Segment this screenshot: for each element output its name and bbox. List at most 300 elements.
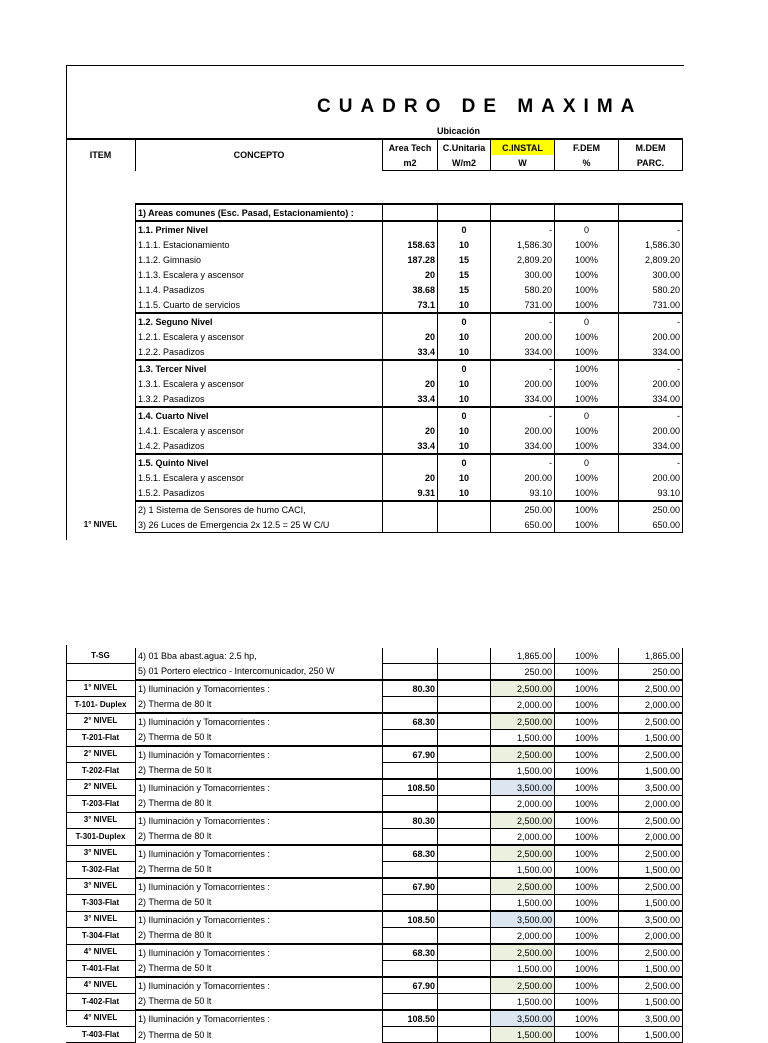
demand-factor-cell: 100%: [555, 977, 619, 994]
area-cell: [383, 862, 438, 879]
unit-load-cell: 10: [438, 344, 491, 360]
concept-cell: 2) Therma de 50 lt: [136, 730, 383, 747]
unit-load-cell: 10: [438, 237, 491, 252]
table-row: [66, 282, 683, 297]
table-row: [66, 878, 683, 895]
max-demand-cell: 2,500.00: [619, 944, 683, 961]
demand-factor-cell: 100%: [555, 376, 619, 391]
concept-cell: 2) Therma de 50 lt: [136, 862, 383, 879]
concept-cell: 1.2.2. Pasadizos: [136, 344, 383, 360]
unit-load-cell: [438, 829, 491, 846]
max-demand-cell: -: [619, 454, 683, 470]
area-cell: [383, 517, 438, 533]
max-demand-cell: 1,500.00: [619, 1027, 683, 1043]
table-row: [66, 977, 683, 994]
table-row: [66, 454, 683, 470]
unit-load-cell: [438, 812, 491, 829]
area-cell: 33.4: [383, 391, 438, 407]
unit-load-cell: [438, 713, 491, 730]
header-cinstal: C.INSTAL: [491, 139, 555, 155]
max-demand-cell: 250.00: [619, 501, 683, 517]
concept-cell: 3) 26 Luces de Emergencia 2x 12.5 = 25 W C/U: [136, 517, 383, 533]
area-cell: 20: [383, 267, 438, 282]
area-cell: [383, 664, 438, 681]
concept-cell: 1) Iluminación y Tomacorrientes :: [136, 845, 383, 862]
area-cell: 68.30: [383, 944, 438, 961]
demand-factor-cell: [555, 204, 619, 221]
installed-load-cell: 1,500.00: [491, 994, 555, 1011]
max-demand-cell: 1,500.00: [619, 994, 683, 1011]
area-cell: [383, 895, 438, 912]
max-demand-cell: 2,500.00: [619, 680, 683, 697]
concept-cell: 2) Therma de 50 lt: [136, 763, 383, 780]
unit-load-cell: 0: [438, 454, 491, 470]
item-cell: [66, 485, 136, 501]
installed-load-cell: 2,500.00: [491, 713, 555, 730]
concept-cell: 1) Iluminación y Tomacorrientes :: [136, 812, 383, 829]
header-row-1: [66, 139, 683, 155]
max-demand-cell: 1,500.00: [619, 895, 683, 912]
max-demand-cell: [619, 204, 683, 221]
header-item: ITEM: [66, 139, 136, 171]
installed-load-cell: 3,500.00: [491, 1010, 555, 1027]
installed-load-cell: 200.00: [491, 423, 555, 438]
unit-load-cell: [438, 730, 491, 747]
area-cell: 20: [383, 329, 438, 344]
concept-cell: 2) Therma de 50 lt: [136, 961, 383, 978]
item-cell: [66, 407, 136, 423]
page-title: CUADRO DE MAXIMA: [317, 96, 643, 117]
table-row: [66, 812, 683, 829]
installed-load-cell: 334.00: [491, 344, 555, 360]
table-row: [66, 944, 683, 961]
concept-cell: 1.5. Quinto Nivel: [136, 454, 383, 470]
table-row: [66, 713, 683, 730]
area-cell: 38.68: [383, 282, 438, 297]
item-cell: T-202-Flat: [66, 763, 136, 780]
max-demand-cell: 1,865.00: [619, 648, 683, 664]
installed-load-cell: [491, 204, 555, 221]
area-cell: [383, 501, 438, 517]
unit-load-cell: [438, 697, 491, 714]
concept-cell: 1) Iluminación y Tomacorrientes :: [136, 746, 383, 763]
installed-load-cell: 3,500.00: [491, 779, 555, 796]
installed-load-cell: -: [491, 407, 555, 423]
area-cell: 33.4: [383, 344, 438, 360]
demand-factor-cell: 100%: [555, 680, 619, 697]
unit-load-cell: [438, 1010, 491, 1027]
installed-load-cell: 334.00: [491, 438, 555, 454]
item-cell: [66, 237, 136, 252]
item-cell: [66, 454, 136, 470]
unit-load-cell: 10: [438, 297, 491, 313]
item-cell: [66, 344, 136, 360]
installed-load-cell: -: [491, 221, 555, 237]
table-row: [66, 407, 683, 423]
demand-factor-cell: 100%: [555, 878, 619, 895]
max-demand-cell: 200.00: [619, 329, 683, 344]
table-row: [66, 517, 683, 533]
demand-factor-cell: 100%: [555, 779, 619, 796]
item-cell: [66, 252, 136, 267]
installed-load-cell: 2,000.00: [491, 697, 555, 714]
installed-load-cell: 200.00: [491, 376, 555, 391]
demand-factor-cell: 100%: [555, 237, 619, 252]
demand-factor-cell: 100%: [555, 485, 619, 501]
max-demand-cell: 200.00: [619, 470, 683, 485]
item-cell: T-301-Duplex: [66, 829, 136, 846]
concept-cell: 1) Iluminación y Tomacorrientes :: [136, 977, 383, 994]
unit-load-cell: 10: [438, 438, 491, 454]
max-demand-cell: 3,500.00: [619, 1010, 683, 1027]
demand-factor-cell: 100%: [555, 1027, 619, 1043]
demand-factor-cell: 100%: [555, 329, 619, 344]
area-cell: [383, 648, 438, 664]
item-cell: 4° NIVEL: [66, 977, 136, 994]
installed-load-cell: 1,500.00: [491, 730, 555, 747]
area-cell: 68.30: [383, 713, 438, 730]
max-demand-cell: 1,500.00: [619, 730, 683, 747]
item-cell: 1° NIVEL: [66, 680, 136, 697]
area-cell: 9.31: [383, 485, 438, 501]
demand-factor-cell: 100%: [555, 438, 619, 454]
installed-load-cell: 1,500.00: [491, 763, 555, 780]
area-cell: [383, 730, 438, 747]
installed-load-cell: 1,865.00: [491, 648, 555, 664]
concept-cell: 1) Iluminación y Tomacorrientes :: [136, 680, 383, 697]
demand-factor-cell: 100%: [555, 664, 619, 681]
max-demand-cell: -: [619, 313, 683, 329]
table-row: [66, 961, 683, 978]
area-cell: 80.30: [383, 680, 438, 697]
item-cell: 4° NIVEL: [66, 944, 136, 961]
max-demand-cell: 580.20: [619, 282, 683, 297]
demand-factor-cell: 100%: [555, 697, 619, 714]
installed-load-cell: -: [491, 313, 555, 329]
header-concepto: CONCEPTO: [136, 139, 383, 171]
demand-factor-cell: 100%: [555, 501, 619, 517]
demand-factor-cell: 0: [555, 454, 619, 470]
table-row: [66, 911, 683, 928]
max-demand-cell: 1,586.30: [619, 237, 683, 252]
unit-load-cell: [438, 994, 491, 1011]
unit-load-cell: 10: [438, 470, 491, 485]
item-cell: [66, 501, 136, 517]
unit-load-cell: [438, 501, 491, 517]
unit-load-cell: [438, 779, 491, 796]
item-cell: 3° NIVEL: [66, 878, 136, 895]
item-cell: [66, 267, 136, 282]
table-row: [66, 1027, 683, 1043]
concept-cell: 1.3. Tercer Nivel: [136, 360, 383, 376]
table-row: [66, 438, 683, 454]
demand-factor-cell: 100%: [555, 746, 619, 763]
max-demand-cell: 300.00: [619, 267, 683, 282]
unit-load-cell: 0: [438, 360, 491, 376]
unit-load-cell: [438, 845, 491, 862]
installed-load-cell: -: [491, 360, 555, 376]
load-table-section-2: [66, 648, 683, 1043]
unit-load-cell: [438, 928, 491, 945]
concept-cell: 1.1.2. Gimnasio: [136, 252, 383, 267]
installed-load-cell: 200.00: [491, 329, 555, 344]
table-row: [66, 730, 683, 747]
unit-load-cell: [438, 204, 491, 221]
concept-cell: 2) Therma de 50 lt: [136, 994, 383, 1011]
item-cell: [66, 221, 136, 237]
demand-factor-cell: 100%: [555, 282, 619, 297]
demand-factor-cell: 100%: [555, 928, 619, 945]
demand-factor-cell: 100%: [555, 829, 619, 846]
max-demand-cell: -: [619, 407, 683, 423]
item-cell: 3° NIVEL: [66, 845, 136, 862]
item-cell: T-101- Duplex: [66, 697, 136, 714]
unit-load-cell: 10: [438, 485, 491, 501]
unit-load-cell: [438, 796, 491, 813]
max-demand-cell: 2,500.00: [619, 746, 683, 763]
header-mdem-unit: PARC.: [619, 155, 683, 171]
table-row: [66, 796, 683, 813]
installed-load-cell: 200.00: [491, 470, 555, 485]
item-cell: [66, 360, 136, 376]
concept-cell: 1.2. Seguno Nivel: [136, 313, 383, 329]
unit-load-cell: [438, 517, 491, 533]
installed-load-cell: 1,586.30: [491, 237, 555, 252]
concept-cell: 1.3.1. Escalera y ascensor: [136, 376, 383, 391]
demand-factor-cell: 100%: [555, 297, 619, 313]
area-cell: 20: [383, 376, 438, 391]
concept-cell: 1) Iluminación y Tomacorrientes :: [136, 911, 383, 928]
table-row: [66, 313, 683, 329]
area-cell: [383, 961, 438, 978]
installed-load-cell: 300.00: [491, 267, 555, 282]
header-fdem-unit: %: [555, 155, 619, 171]
demand-factor-cell: 100%: [555, 994, 619, 1011]
concept-cell: 2) Therma de 50 lt: [136, 895, 383, 912]
unit-load-cell: 15: [438, 282, 491, 297]
table-row: [66, 895, 683, 912]
area-cell: 68.30: [383, 845, 438, 862]
area-cell: [383, 1027, 438, 1043]
installed-load-cell: 3,500.00: [491, 911, 555, 928]
table-row: [66, 763, 683, 780]
concept-cell: 2) Therma de 80 lt: [136, 796, 383, 813]
item-cell: 4° NIVEL: [66, 1010, 136, 1027]
item-cell: [66, 664, 136, 681]
max-demand-cell: 2,500.00: [619, 812, 683, 829]
unit-load-cell: [438, 895, 491, 912]
item-cell: 2° NIVEL: [66, 746, 136, 763]
unit-load-cell: [438, 944, 491, 961]
table-row: [66, 485, 683, 501]
table-row: [66, 664, 683, 681]
max-demand-cell: 250.00: [619, 664, 683, 681]
demand-factor-cell: 100%: [555, 961, 619, 978]
area-cell: [383, 697, 438, 714]
unit-load-cell: [438, 961, 491, 978]
concept-cell: 2) 1 Sistema de Sensores de humo CACI,: [136, 501, 383, 517]
area-cell: 158.63: [383, 237, 438, 252]
header-fdem: F.DEM: [555, 139, 619, 155]
max-demand-cell: 2,500.00: [619, 713, 683, 730]
installed-load-cell: 2,000.00: [491, 796, 555, 813]
installed-load-cell: 250.00: [491, 501, 555, 517]
table-row: [66, 344, 683, 360]
table-row: [66, 360, 683, 376]
demand-factor-cell: 100%: [555, 763, 619, 780]
unit-load-cell: 15: [438, 267, 491, 282]
demand-factor-cell: 100%: [555, 1010, 619, 1027]
concept-cell: 1.2.1. Escalera y ascensor: [136, 329, 383, 344]
installed-load-cell: 2,500.00: [491, 845, 555, 862]
installed-load-cell: 1,500.00: [491, 862, 555, 879]
demand-factor-cell: 100%: [555, 470, 619, 485]
max-demand-cell: 200.00: [619, 376, 683, 391]
installed-load-cell: 250.00: [491, 664, 555, 681]
max-demand-cell: 731.00: [619, 297, 683, 313]
installed-load-cell: 2,500.00: [491, 878, 555, 895]
installed-load-cell: 2,500.00: [491, 944, 555, 961]
max-demand-cell: 334.00: [619, 391, 683, 407]
area-cell: 20: [383, 423, 438, 438]
table-row: [66, 648, 683, 664]
area-cell: 108.50: [383, 1010, 438, 1027]
concept-cell: 1) Iluminación y Tomacorrientes :: [136, 713, 383, 730]
concept-cell: 1.1.4. Pasadizos: [136, 282, 383, 297]
max-demand-cell: 93.10: [619, 485, 683, 501]
installed-load-cell: 2,500.00: [491, 977, 555, 994]
table-row: [66, 928, 683, 945]
table-row: [66, 470, 683, 485]
demand-factor-cell: 100%: [555, 648, 619, 664]
table-row: [66, 329, 683, 344]
max-demand-cell: 3,500.00: [619, 911, 683, 928]
installed-load-cell: 2,500.00: [491, 746, 555, 763]
area-cell: [383, 454, 438, 470]
table-row: [66, 829, 683, 846]
unit-load-cell: [438, 1027, 491, 1043]
max-demand-cell: 1,500.00: [619, 961, 683, 978]
item-cell: T-302-Flat: [66, 862, 136, 879]
area-cell: 73.1: [383, 297, 438, 313]
table-row: [66, 423, 683, 438]
unit-load-cell: 0: [438, 407, 491, 423]
table-row: [66, 204, 683, 221]
area-cell: [383, 994, 438, 1011]
concept-cell: 2) Therma de 80 lt: [136, 928, 383, 945]
concept-cell: 1.1.1. Estacionamiento: [136, 237, 383, 252]
demand-factor-cell: 100%: [555, 796, 619, 813]
ubicacion-label: Ubicación: [437, 126, 481, 136]
table-row: [66, 376, 683, 391]
installed-load-cell: 334.00: [491, 391, 555, 407]
load-table-section-1: [66, 203, 683, 533]
unit-load-cell: [438, 648, 491, 664]
item-cell: T-403-Flat: [66, 1027, 136, 1043]
item-cell: [66, 204, 136, 221]
table-row: [66, 252, 683, 267]
area-cell: [383, 360, 438, 376]
header-area: Area Tech: [383, 139, 438, 155]
concept-cell: 1.4.2. Pasadizos: [136, 438, 383, 454]
item-cell: [66, 391, 136, 407]
area-cell: 67.90: [383, 746, 438, 763]
unit-load-cell: [438, 746, 491, 763]
header-area-unit: m2: [383, 155, 438, 171]
area-cell: [383, 204, 438, 221]
concept-cell: 2) Therma de 80 lt: [136, 829, 383, 846]
header-cinstal-unit: W: [491, 155, 555, 171]
concept-cell: 1.3.2. Pasadizos: [136, 391, 383, 407]
demand-factor-cell: 100%: [555, 344, 619, 360]
unit-load-cell: 15: [438, 252, 491, 267]
table-row: [66, 267, 683, 282]
demand-factor-cell: 0: [555, 407, 619, 423]
max-demand-cell: 2,000.00: [619, 796, 683, 813]
table-row: [66, 391, 683, 407]
area-cell: 33.4: [383, 438, 438, 454]
concept-cell: 1.1. Primer Nivel: [136, 221, 383, 237]
concept-cell: 1.1.3. Escalera y ascensor: [136, 267, 383, 282]
demand-factor-cell: 100%: [555, 713, 619, 730]
max-demand-cell: 334.00: [619, 438, 683, 454]
header-mdem: M.DEM: [619, 139, 683, 155]
max-demand-cell: 200.00: [619, 423, 683, 438]
item-cell: 2° NIVEL: [66, 779, 136, 796]
table-row: [66, 845, 683, 862]
demand-factor-cell: 100%: [555, 911, 619, 928]
area-cell: 67.90: [383, 977, 438, 994]
item-cell: [66, 313, 136, 329]
area-cell: [383, 763, 438, 780]
max-demand-cell: -: [619, 360, 683, 376]
area-cell: [383, 221, 438, 237]
max-demand-cell: -: [619, 221, 683, 237]
table-row: [66, 221, 683, 237]
item-cell: T-304-Flat: [66, 928, 136, 945]
item-cell: [66, 438, 136, 454]
item-cell: T-303-Flat: [66, 895, 136, 912]
unit-load-cell: 10: [438, 329, 491, 344]
item-cell: [66, 423, 136, 438]
concept-cell: 1.4.1. Escalera y ascensor: [136, 423, 383, 438]
unit-load-cell: [438, 862, 491, 879]
max-demand-cell: 2,500.00: [619, 845, 683, 862]
unit-load-cell: [438, 977, 491, 994]
max-demand-cell: 2,000.00: [619, 697, 683, 714]
max-demand-cell: 2,500.00: [619, 878, 683, 895]
unit-load-cell: 0: [438, 221, 491, 237]
area-cell: [383, 796, 438, 813]
table-row: [66, 297, 683, 313]
item-cell: [66, 376, 136, 391]
concept-cell: 1) Iluminación y Tomacorrientes :: [136, 944, 383, 961]
area-cell: 108.50: [383, 911, 438, 928]
item-cell: 3° NIVEL: [66, 911, 136, 928]
installed-load-cell: 2,500.00: [491, 680, 555, 697]
item-cell: T-SG: [66, 648, 136, 664]
installed-load-cell: 2,000.00: [491, 829, 555, 846]
item-cell: T-201-Flat: [66, 730, 136, 747]
demand-factor-cell: 0: [555, 313, 619, 329]
installed-load-cell: 2,000.00: [491, 928, 555, 945]
installed-load-cell: -: [491, 454, 555, 470]
demand-factor-cell: 100%: [555, 862, 619, 879]
unit-load-cell: [438, 680, 491, 697]
table-row: [66, 1010, 683, 1027]
table-row: [66, 862, 683, 879]
max-demand-cell: 2,500.00: [619, 977, 683, 994]
